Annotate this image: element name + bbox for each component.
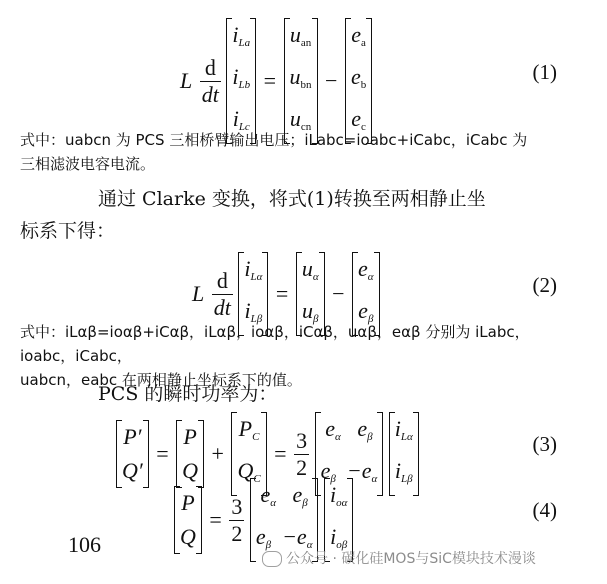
eq4-frac-den: 2 bbox=[231, 520, 243, 546]
watermark bbox=[262, 548, 536, 568]
eq1-u-sym: u bbox=[289, 64, 301, 89]
equals-sign: = bbox=[156, 441, 169, 466]
paragraph-3-line-2: uabcn，eabc 在两相静止坐标系下的值。 bbox=[20, 371, 302, 389]
eq3-q-prime: Q′ bbox=[122, 458, 143, 483]
eq3-p-prime: P′ bbox=[123, 424, 142, 449]
eq3-pc-sym: P bbox=[238, 416, 253, 441]
eq2-current-vector: $i_{L\alpha}$ $i_{L\beta}$ bbox=[238, 252, 268, 336]
eq2-derivative bbox=[212, 268, 233, 321]
eq1-current-vector bbox=[226, 18, 256, 144]
equation-number-2: (2) bbox=[532, 273, 557, 297]
eq2-e-sub: α bbox=[367, 271, 374, 283]
eq4-i-sub: oα bbox=[336, 497, 348, 509]
eq2-i-sub: Lβ bbox=[250, 313, 263, 325]
eq3-qc-sub: C bbox=[253, 473, 261, 485]
paragraph-1-line-2: 三相滤波电容电流。 bbox=[20, 155, 156, 173]
eq1-u-sub: an bbox=[300, 37, 312, 49]
eq1-e-sub: a bbox=[361, 37, 366, 49]
eq4-p: P bbox=[181, 490, 195, 515]
eq2-voltage-vector: $u_\alpha$ $u_\beta$ bbox=[296, 252, 325, 336]
eq1-u-sym: u bbox=[289, 22, 301, 47]
minus-sign: − bbox=[325, 68, 338, 93]
equation-1 bbox=[178, 18, 372, 144]
eq2-dt: dt bbox=[213, 294, 231, 320]
eq1-voltage-vector bbox=[284, 18, 318, 144]
eq4-grid-matrix: $e_\alpha$ $e_\beta$ $e_\beta -e_\alpha$ bbox=[250, 478, 319, 562]
eq3-i-sub: Lα bbox=[400, 431, 413, 443]
eq4-i-sub: oβ bbox=[336, 539, 348, 551]
eq4-frac-num: 3 bbox=[231, 493, 243, 519]
eq1-i-sub: Lb bbox=[238, 79, 251, 91]
eq1-e-sub: c bbox=[361, 121, 366, 133]
eq3-p: P bbox=[183, 424, 197, 449]
equals-sign: = bbox=[274, 441, 287, 466]
eq4-fraction bbox=[229, 494, 244, 547]
paragraph-2-line-2: 标系下得： bbox=[20, 220, 116, 242]
paragraph-4: PCS 的瞬时功率为： bbox=[98, 383, 278, 405]
eq2-u-sub: α bbox=[312, 271, 319, 283]
eq1-e-sym: e bbox=[351, 106, 362, 131]
page-number: 106 bbox=[68, 532, 101, 557]
eq3-i-sub: Lβ bbox=[401, 473, 413, 485]
equation-number-3: (3) bbox=[532, 432, 557, 456]
eq4-lhs-vector bbox=[174, 486, 202, 554]
eq2-d: d bbox=[216, 267, 228, 293]
eq1-u-sub: cn bbox=[300, 121, 312, 133]
eq3-grid-matrix: $e_\alpha$ $e_\beta$ $e_\beta -e_\alpha$ bbox=[315, 412, 384, 496]
eq1-e-sym: e bbox=[350, 64, 361, 89]
paragraph-2-line-1: 通过 Clarke 变换，将式(1)转换至两相静止坐 bbox=[98, 188, 486, 210]
eq2-grid-vector: $e_\alpha$ $e_\beta$ bbox=[352, 252, 380, 336]
equals-sign: = bbox=[275, 281, 289, 306]
paragraph-1 bbox=[20, 128, 567, 176]
eq3-current-vector: $i_{L\alpha}$ $i_{L\beta}$ bbox=[389, 412, 419, 496]
eq1-i-sym: i bbox=[232, 64, 239, 89]
eq2-coef: L bbox=[192, 281, 205, 306]
minus-sign: − bbox=[332, 281, 345, 306]
wechat-icon bbox=[262, 551, 282, 567]
eq4-q: Q bbox=[180, 524, 196, 549]
paragraph-3-line-1: 式中：iLαβ=ioαβ+iCαβ，iLαβ，ioαβ，iCαβ，uαβ，eαβ 分别为 iLabc，ioabc，iCabc， bbox=[20, 323, 530, 365]
equals-sign: = bbox=[209, 507, 222, 532]
eq1-u-sym: u bbox=[289, 106, 301, 131]
equation-number-1: (1) bbox=[532, 60, 557, 84]
eq1-e-sym: e bbox=[351, 22, 362, 47]
eq1-i-sub: Lc bbox=[238, 121, 250, 133]
eq1-e-sub: b bbox=[360, 79, 367, 91]
eq1-dt: dt bbox=[201, 81, 219, 107]
eq3-q: Q bbox=[182, 458, 199, 483]
equals-sign: = bbox=[263, 68, 277, 93]
eq1-u-sub: bn bbox=[300, 79, 312, 91]
eq1-i-sym: i bbox=[232, 106, 239, 131]
paragraph-2 bbox=[98, 183, 567, 215]
eq1-coef: L bbox=[180, 68, 193, 93]
eq2-e-sub: β bbox=[367, 313, 374, 325]
plus-sign: + bbox=[211, 441, 224, 466]
eq1-i-sym: i bbox=[232, 22, 239, 47]
paragraph-2-cont bbox=[20, 215, 567, 247]
eq1-grid-vector bbox=[345, 18, 372, 144]
eq2-u-sub: β bbox=[312, 313, 319, 325]
eq3-qc-sym: Q bbox=[237, 458, 254, 483]
eq4-current-vector: $i_{o\alpha}$ $i_{o\beta}$ bbox=[324, 478, 353, 562]
eq1-d: d bbox=[204, 54, 216, 80]
eq3-lhs-vector bbox=[116, 420, 149, 488]
equation-number-4: (4) bbox=[532, 498, 557, 522]
eq3-pc-sub: C bbox=[252, 431, 260, 443]
paragraph-1-line-1: 式中：uabcn 为 PCS 三相桥臂输出电压；iLabc=ioabc+iCabc，iCabc 为 bbox=[20, 131, 528, 149]
watermark-text: 公众号 · 碳化硅MOS与SiC模块技术漫谈 bbox=[286, 551, 536, 567]
eq2-i-sub: Lα bbox=[250, 271, 263, 283]
eq1-i-sub: La bbox=[238, 37, 251, 49]
eq3-frac-den: 2 bbox=[296, 454, 308, 480]
eq1-derivative bbox=[200, 55, 221, 108]
eq3-frac-num: 3 bbox=[296, 427, 308, 453]
eq3-fraction bbox=[294, 428, 309, 481]
